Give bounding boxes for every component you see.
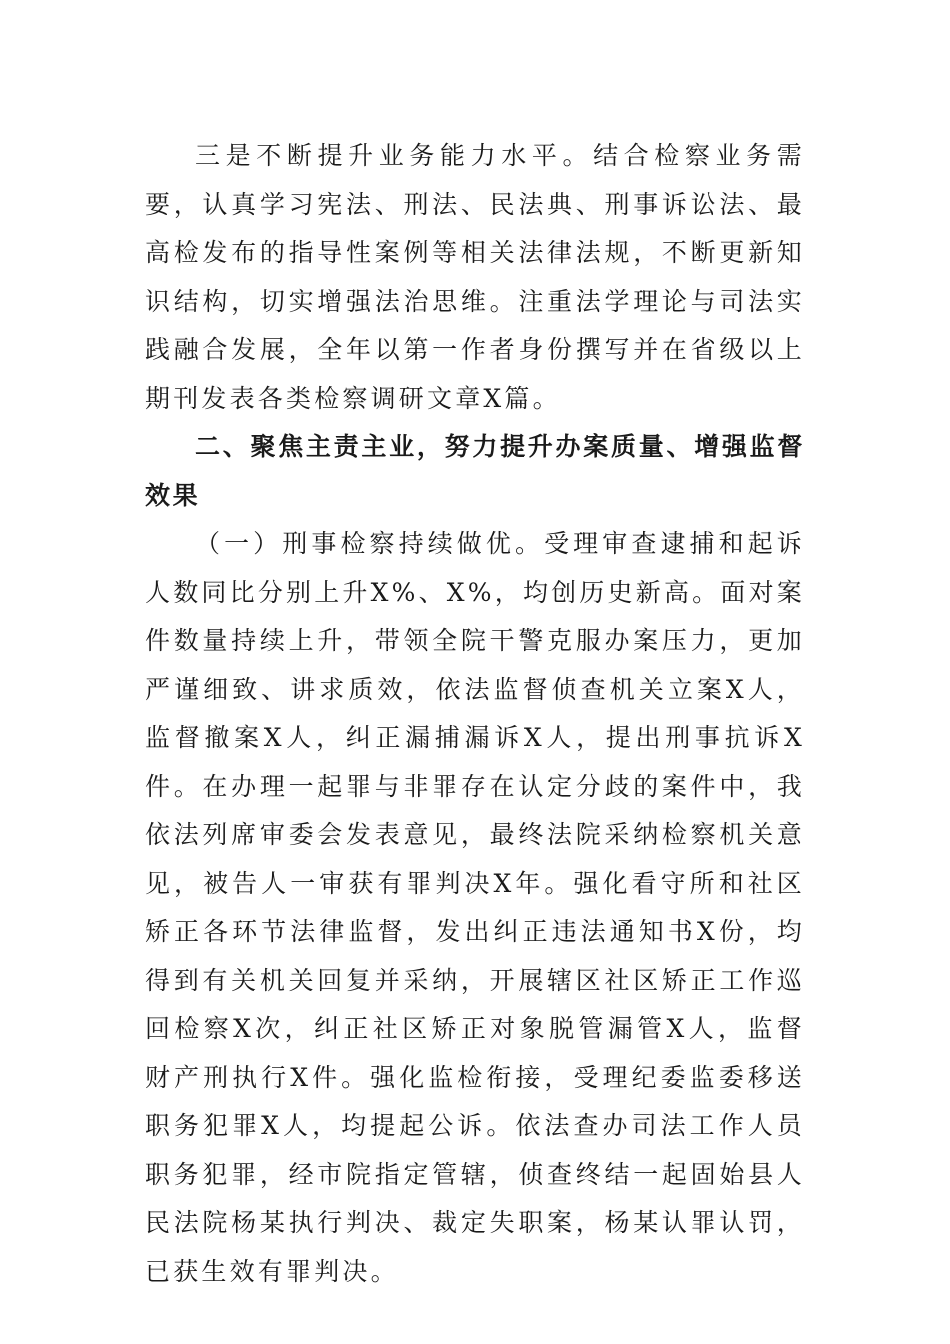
paragraph-criminal-prosecution: （一）刑事检察持续做优。受理审查逮捕和起诉人数同比分别上升X%、X%，均创历史新高。面对案件数量持续上升，带领全院干警克服办案压力，更加严谨细致、讲求质效，依法监督侦查机关立案X人，监督撤案X人，纠正漏捕漏诉X人，提出刑事抗诉X件。在办理一起罪与非罪存在认定分歧的案件中，我依法列席审委会发表意见，最终法院采纳检察机关意见，被告人一审获有罪判决X年。强化看守所和社区矫正各环节法律监督，发出纠正违法通知书X份，均得到有关机关回复并采纳，开展辖区社区矫正工作巡回检察X次，纠正社区矫正对象脱管漏管X人，监督财产刑执行X件。强化监检衔接，受理纪委监委移送职务犯罪X人，均提起公诉。依法查办司法工作人员职务犯罪，经市院指定管辖，侦查终结一起固始县人民法院杨某执行判决、裁定失职案，杨某认罪认罚，已获生效有罪判决。 <box>145 529 805 1286</box>
document-body <box>145 132 805 1296</box>
section-heading-two: 二、聚焦主责主业，努力提升办案质量、增强监督效果 <box>145 432 805 510</box>
paragraph-business-ability: 三是不断提升业务能力水平。结合检察业务需要，认真学习宪法、刑法、民法典、刑事诉讼法、最高检发布的指导性案例等相关法律法规，不断更新知识结构，切实增强法治思维。注重法学理论与司法实践融合发展，全年以第一作者身份撰写并在省级以上期刊发表各类检察调研文章X篇。 <box>145 141 805 413</box>
